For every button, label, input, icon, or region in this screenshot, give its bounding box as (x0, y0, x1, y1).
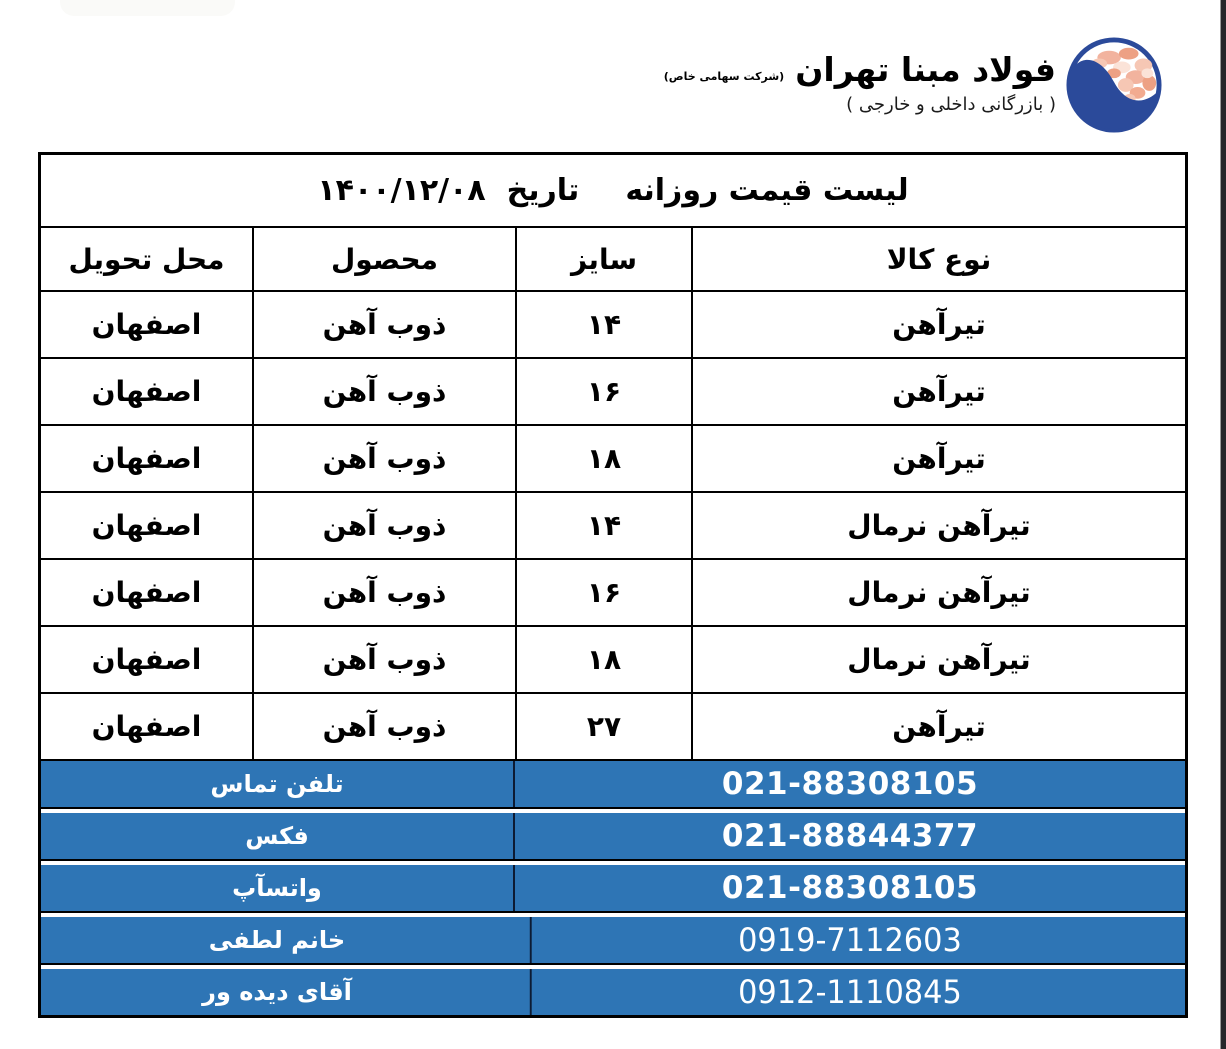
price-row (41, 493, 1185, 560)
contact-whatsapp-value: 021-88308105 (513, 865, 1185, 911)
contact-row (41, 813, 1185, 859)
header-delivery-place: محل تحویل (68, 242, 225, 276)
delivery-place-cell: اصفهان (91, 375, 202, 408)
date-value: ۱۴۰۰/۱۲/۰۸ (317, 173, 486, 208)
delivery-place-cell: اصفهان (91, 710, 202, 743)
contact-row (41, 865, 1185, 911)
company-name: فولاد مبنا تهران (795, 50, 1056, 89)
contact-whatsapp-label: واتسآپ (232, 874, 322, 902)
contact-person1-value: 0919-7112603 (530, 917, 1168, 963)
table-header-row (41, 228, 1185, 292)
product-cell: ذوب آهن (252, 560, 515, 625)
product-cell: ذوب آهن (252, 493, 515, 558)
table-title: لیست قیمت روزانه (625, 173, 909, 208)
contact-row (41, 761, 1185, 807)
table-title-row (41, 155, 1185, 228)
product-cell: ذوب آهن (252, 627, 515, 692)
contact-fax-label: فکس (245, 822, 309, 850)
product-cell: ذوب آهن (252, 426, 515, 491)
product-cell: ذوب آهن (252, 694, 515, 759)
company-type: (شرکت سهامی خاص) (663, 70, 785, 83)
header-item-type: نوع کالا (691, 228, 1185, 290)
header-product: محصول (252, 228, 515, 290)
size-cell: ۱۴ (515, 493, 691, 558)
delivery-place-cell: اصفهان (91, 643, 202, 676)
item-type-cell: تیرآهن نرمال (691, 493, 1185, 558)
size-cell: ۱۸ (515, 426, 691, 491)
price-row (41, 627, 1185, 694)
company-logo-icon (1065, 36, 1163, 134)
size-cell: ۱۸ (515, 627, 691, 692)
item-type-cell: تیرآهن نرمال (691, 627, 1185, 692)
size-cell: ۲۷ (515, 694, 691, 759)
date-label: تاریخ (506, 173, 580, 208)
contact-row (41, 917, 1185, 963)
price-table (38, 152, 1188, 1018)
item-type-cell: تیرآهن (691, 292, 1185, 357)
contact-person2-value: 0912-1110845 (530, 969, 1168, 1015)
contact-person2-label: آقای دیده ور (202, 978, 352, 1006)
item-type-cell: تیرآهن نرمال (691, 560, 1185, 625)
screenshot-edge-strip (1220, 0, 1226, 1049)
size-cell: ۱۶ (515, 359, 691, 424)
product-cell: ذوب آهن (252, 292, 515, 357)
contact-row (41, 969, 1185, 1015)
price-row (41, 694, 1185, 761)
price-row (41, 560, 1185, 627)
contact-phone-value: 021-88308105 (513, 761, 1185, 807)
brand-text (636, 52, 1056, 115)
company-tagline: ( بازرگانی داخلی و خارجی ) (846, 94, 1056, 116)
header-size: سایز (515, 228, 691, 290)
product-cell: ذوب آهن (252, 359, 515, 424)
price-row (41, 426, 1185, 493)
contact-fax-value: 021-88844377 (513, 813, 1185, 859)
item-type-cell: تیرآهن (691, 426, 1185, 491)
scan-artifact-tab (60, 0, 235, 16)
delivery-place-cell: اصفهان (91, 509, 202, 542)
item-type-cell: تیرآهن (691, 694, 1185, 759)
contact-person1-label: خانم لطفی (208, 926, 346, 954)
delivery-place-cell: اصفهان (91, 442, 202, 475)
delivery-place-cell: اصفهان (91, 576, 202, 609)
size-cell: ۱۶ (515, 560, 691, 625)
price-row (41, 359, 1185, 426)
price-row (41, 292, 1185, 359)
item-type-cell: تیرآهن (691, 359, 1185, 424)
delivery-place-cell: اصفهان (91, 308, 202, 341)
contact-phone-label: تلفن تماس (210, 770, 344, 798)
size-cell: ۱۴ (515, 292, 691, 357)
